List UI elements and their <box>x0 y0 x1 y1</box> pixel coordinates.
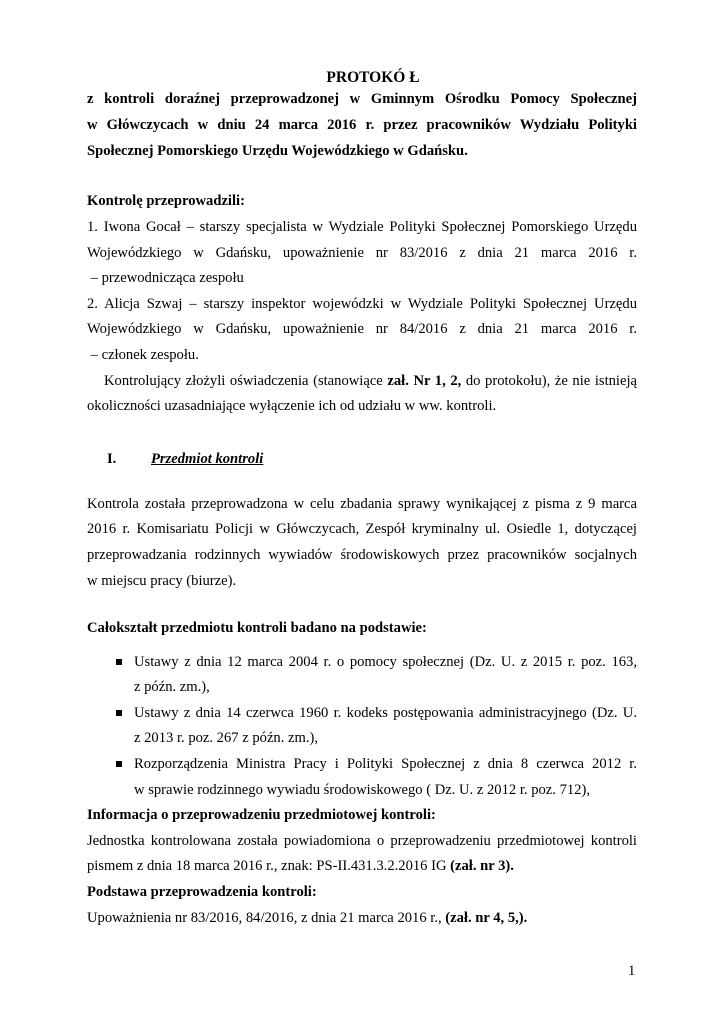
attachment-ref: (zał. nr 3). <box>450 858 514 875</box>
section-paragraph <box>87 492 637 594</box>
declaration-paragraph <box>87 369 637 420</box>
list-item-line: Ustawy z dnia 12 marca 2004 r. o pomocy społecznej (Dz. U. z 2015 r. poz. 163, <box>134 653 637 670</box>
list-item <box>87 650 637 701</box>
conduct-basis-text: Upoważnienia nr 83/2016, 84/2016, z dnia 21 marca 2016 r., <box>87 909 446 926</box>
list-item-line: z późn. zm.), <box>134 679 210 696</box>
list-item-line: w sprawie rodzinnego wywiadu środowiskowego ( Dz. U. z 2012 r. poz. 712), <box>134 781 590 798</box>
conduct-basis-line <box>87 906 637 932</box>
document-subtitle <box>87 87 637 164</box>
document-title: PROTOKÓ Ł <box>326 69 420 86</box>
attachment-ref: (zał. nr 4, 5,). <box>445 909 528 926</box>
paragraph-line: w miejscu pracy (biurze). <box>87 572 237 589</box>
inspector-line: 1. Iwona Gocał – starszy specjalista w Wydziale Polityki Społecznej Pomorskiego Urzędu <box>87 218 637 235</box>
document-body <box>87 68 637 931</box>
inspector-line: Wojewódzkiego w Gdańsku, upoważnienie nr 83/2016 z dnia 21 marca 2016 r. <box>87 244 637 261</box>
declaration-text: do protokołu), że nie istnieją <box>461 372 637 389</box>
list-item-line: Rozporządzenia Ministra Pracy i Polityki Społecznej z dnia 8 czerwca 2012 r. <box>134 756 637 773</box>
section-title: Przedmiot kontroli <box>151 450 264 467</box>
declaration-line: okoliczności uzasadniające wyłączenie ich od udziału w ww. kontroli. <box>87 398 497 415</box>
list-item <box>87 701 637 752</box>
conduct-basis-heading: Podstawa przeprowadzenia kontroli: <box>87 884 317 901</box>
inspector-1 <box>87 215 637 292</box>
bullet-icon <box>116 659 122 665</box>
declaration-text: Kontrolujący złożyli oświadczenia (stanowiące <box>104 372 388 389</box>
subtitle-line: z kontroli doraźnej przeprowadzonej w Gminnym Ośrodku Pomocy Społecznej <box>87 91 637 107</box>
paragraph-line: 2016 r. Komisariatu Policji w Główczycach, Zespół kryminalny ul. Osiedle 1, dotyczącej <box>87 521 637 538</box>
page-number: 1 <box>628 963 636 979</box>
legal-basis-list <box>87 650 637 804</box>
attachment-ref: zał. Nr 1, 2, <box>387 372 462 389</box>
paragraph-line: przeprowadzania rodzinnych wywiadów środowiskowych przez pracowników socjalnych <box>87 546 637 563</box>
list-item-line: z 2013 r. poz. 267 z późn. zm.), <box>134 730 318 747</box>
notification-heading: Informacja o przeprowadzeniu przedmiotowej kontroli: <box>87 807 436 824</box>
notification-line: Jednostka kontrolowana została powiadomiona o przeprowadzeniu przedmiotowej kontroli <box>87 832 637 849</box>
bullet-icon <box>116 710 122 716</box>
inspector-line: Wojewódzkiego w Gdańsku, upoważnienie nr 84/2016 z dnia 21 marca 2016 r. <box>87 321 637 338</box>
subtitle-line: Społecznej Pomorskiego Urzędu Wojewódzkiego w Gdańsku. <box>87 142 468 159</box>
inspector-role: – członek zespołu. <box>87 346 199 363</box>
inspector-role: – przewodnicząca zespołu <box>87 270 244 287</box>
notification-line <box>87 854 637 880</box>
inspector-line: 2. Alicja Szwaj – starszy inspektor wojewódzki w Wydziale Polityki Społecznej Urzędu <box>87 295 637 312</box>
list-item <box>87 752 637 803</box>
legal-basis-heading: Całokształt przedmiotu kontroli badano na podstawie: <box>87 620 427 637</box>
notification-text: pismem z dnia 18 marca 2016 r., znak: PS-II.431.3.2.2016 IG <box>87 858 451 875</box>
section-number: I. <box>107 450 117 467</box>
inspectors-heading: Kontrolę przeprowadzili: <box>87 193 245 210</box>
subtitle-line: w Główczycach w dniu 24 marca 2016 r. przez pracowników Wydziału Polityki <box>87 116 637 133</box>
paragraph-line: Kontrola została przeprowadzona w celu zbadania sprawy wynikającej z pisma z 9 marca <box>87 495 637 512</box>
inspector-2 <box>87 292 637 369</box>
list-item-line: Ustawy z dnia 14 czerwca 1960 r. kodeks postępowania administracyjnego (Dz. U. <box>134 704 637 721</box>
declaration-line <box>87 369 637 395</box>
section-heading <box>87 447 637 472</box>
bullet-icon <box>116 761 122 767</box>
